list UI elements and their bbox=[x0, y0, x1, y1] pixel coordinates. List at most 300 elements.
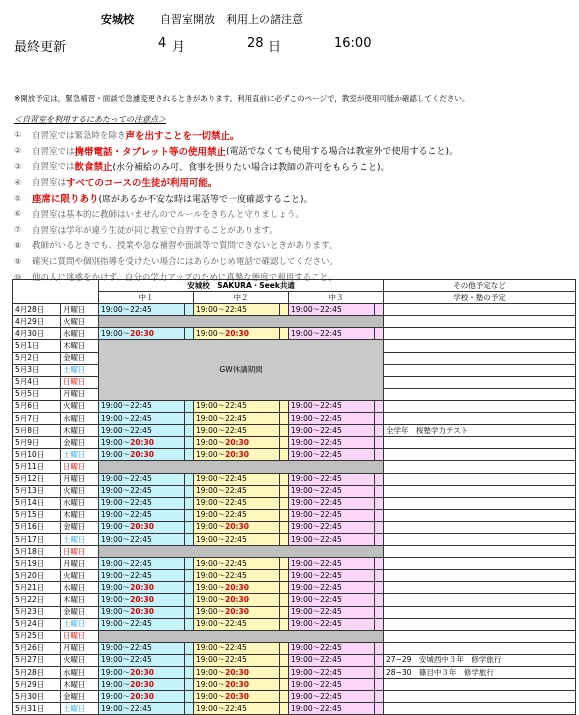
time-slot-3: 19:00～22:45 bbox=[289, 521, 375, 533]
row-weekday: 日曜日 bbox=[61, 546, 99, 558]
rule-text: 自習室では緊急時を除き bbox=[32, 130, 126, 141]
rule-text: 自習室は学年が違う生徒が同じ教室で自習することがあります。 bbox=[32, 225, 278, 236]
table-row bbox=[13, 630, 576, 642]
rule-text: 飲食禁止 bbox=[74, 162, 113, 174]
column-gap bbox=[185, 413, 194, 425]
time-slot-3: 19:00～22:45 bbox=[289, 425, 375, 437]
column-gap bbox=[280, 485, 289, 497]
row-weekday: 火曜日 bbox=[61, 485, 99, 497]
time-start: 19:00～ bbox=[101, 691, 131, 701]
table-row bbox=[13, 582, 576, 594]
updated-day-unit: 日 bbox=[268, 40, 282, 55]
column-gap bbox=[280, 413, 289, 425]
column-gap bbox=[185, 703, 194, 715]
col-header-3: 中３ bbox=[289, 292, 384, 304]
time-slot-2 bbox=[194, 328, 280, 340]
column-gap bbox=[375, 449, 384, 461]
table-row bbox=[13, 570, 576, 582]
time-slot-2: 19:00～22:45 bbox=[194, 618, 280, 630]
group-header: 安城校 SAKURA・Seek共通 bbox=[99, 280, 384, 292]
time-slot-1 bbox=[99, 582, 185, 594]
column-gap bbox=[185, 533, 194, 545]
column-gap bbox=[375, 497, 384, 509]
row-date: 5月26日 bbox=[13, 642, 61, 654]
table-row bbox=[13, 449, 576, 461]
row-note bbox=[384, 703, 576, 715]
column-gap bbox=[280, 618, 289, 630]
row-weekday: 土曜日 bbox=[61, 618, 99, 630]
rule-text: 確実に質問や個別指導を受けたい場合にはあらかじめ電話で確認してください。 bbox=[32, 257, 339, 268]
time-slot-2: 19:00～22:45 bbox=[194, 400, 280, 412]
updated-month-unit: 月 bbox=[172, 40, 186, 55]
table-row bbox=[13, 509, 576, 521]
column-gap bbox=[375, 437, 384, 449]
time-slot-2: 19:00～22:45 bbox=[194, 304, 280, 316]
note-subheader: 学校・塾の予定 bbox=[384, 292, 576, 304]
row-note bbox=[384, 376, 576, 388]
column-gap bbox=[375, 703, 384, 715]
time-slot-2 bbox=[194, 594, 280, 606]
row-weekday: 火曜日 bbox=[61, 570, 99, 582]
rule-number: ⑦ bbox=[14, 225, 22, 235]
change-notice: ※開放予定は，緊急補習・面談で急遽変更されるときがあります。利用直前に必ずこのページで，教室が使用可能か確認してください。 bbox=[14, 94, 470, 103]
column-gap bbox=[185, 497, 194, 509]
rule-text: 声を出すことを一切禁止。 bbox=[125, 130, 240, 142]
row-weekday: 水曜日 bbox=[61, 497, 99, 509]
row-weekday: 金曜日 bbox=[61, 352, 99, 364]
time-slot-2 bbox=[194, 521, 280, 533]
time-slot-1: 19:00～22:45 bbox=[99, 570, 185, 582]
time-late-end: 20:30 bbox=[225, 522, 249, 532]
time-slot-1: 19:00～22:45 bbox=[99, 473, 185, 485]
rule-number: ⑥ bbox=[14, 209, 22, 219]
row-weekday: 火曜日 bbox=[61, 400, 99, 412]
row-weekday: 火曜日 bbox=[61, 654, 99, 666]
row-date: 5月23日 bbox=[13, 606, 61, 618]
row-note bbox=[384, 352, 576, 364]
school-name: 安城校 bbox=[101, 13, 134, 26]
time-slot-1: 19:00～22:45 bbox=[99, 485, 185, 497]
table-row bbox=[13, 340, 576, 352]
row-note bbox=[384, 546, 576, 558]
row-weekday: 水曜日 bbox=[61, 413, 99, 425]
row-date: 5月11日 bbox=[13, 461, 61, 473]
column-gap bbox=[280, 437, 289, 449]
rule-item bbox=[14, 253, 579, 269]
col-header-2: 中２ bbox=[194, 292, 289, 304]
table-row bbox=[13, 497, 576, 509]
rule-text: 自習室では bbox=[32, 146, 75, 157]
column-gap bbox=[185, 594, 194, 606]
time-slot-1 bbox=[99, 437, 185, 449]
rule-number: ① bbox=[14, 130, 22, 140]
time-slot-3: 19:00～22:45 bbox=[289, 497, 375, 509]
time-slot-2: 19:00～22:45 bbox=[194, 497, 280, 509]
rules-list bbox=[14, 127, 579, 285]
rule-text: 教師がいるときでも、授業や急な補習や面談等で質問できないときがあります。 bbox=[32, 241, 338, 252]
rule-item bbox=[14, 238, 579, 254]
time-start: 19:00～ bbox=[101, 522, 131, 532]
row-date: 5月3日 bbox=[13, 364, 61, 376]
time-start: 19:00～ bbox=[101, 328, 131, 338]
time-late-end: 20:30 bbox=[225, 691, 249, 701]
column-gap bbox=[280, 594, 289, 606]
time-slot-3: 19:00～22:45 bbox=[289, 437, 375, 449]
row-weekday: 月曜日 bbox=[61, 558, 99, 570]
time-slot-1 bbox=[99, 606, 185, 618]
row-weekday: 月曜日 bbox=[61, 642, 99, 654]
time-slot-2 bbox=[194, 437, 280, 449]
row-date: 5月29日 bbox=[13, 679, 61, 691]
time-slot-2 bbox=[194, 606, 280, 618]
time-start: 19:00～ bbox=[196, 607, 226, 617]
closed-day-bar bbox=[99, 316, 384, 328]
time-slot-1 bbox=[99, 667, 185, 679]
table-row bbox=[13, 473, 576, 485]
row-note bbox=[384, 328, 576, 340]
column-gap bbox=[375, 642, 384, 654]
table-row bbox=[13, 642, 576, 654]
row-date: 5月13日 bbox=[13, 485, 61, 497]
time-slot-1 bbox=[99, 679, 185, 691]
last-updated-label: 最終更新 bbox=[14, 40, 67, 55]
column-gap bbox=[375, 691, 384, 703]
rule-item bbox=[14, 206, 579, 222]
column-gap bbox=[280, 400, 289, 412]
row-date: 5月15日 bbox=[13, 509, 61, 521]
time-late-end: 20:30 bbox=[225, 607, 249, 617]
row-weekday: 日曜日 bbox=[61, 630, 99, 642]
time-late-end: 20:30 bbox=[130, 437, 154, 447]
table-row bbox=[13, 316, 576, 328]
time-start: 19:00～ bbox=[101, 679, 131, 689]
row-date: 5月16日 bbox=[13, 521, 61, 533]
row-date: 4月28日 bbox=[13, 304, 61, 316]
row-date: 5月7日 bbox=[13, 413, 61, 425]
rule-number: ③ bbox=[14, 161, 22, 171]
time-slot-1: 19:00～22:45 bbox=[99, 558, 185, 570]
time-late-end: 20:30 bbox=[225, 582, 249, 592]
row-note bbox=[384, 461, 576, 473]
column-gap bbox=[280, 582, 289, 594]
time-slot-1: 19:00～22:45 bbox=[99, 654, 185, 666]
time-slot-1: 19:00～22:45 bbox=[99, 509, 185, 521]
rules-heading: ＜自習室を利用するにあたっての注意点＞ bbox=[14, 115, 166, 124]
rule-text: すべてのコースの生徒が利用可能。 bbox=[66, 178, 218, 190]
time-start: 19:00～ bbox=[101, 607, 131, 617]
rule-text: 自習室では bbox=[32, 162, 75, 173]
gw-closure-label: GW休講期間 bbox=[99, 340, 384, 400]
time-slot-3: 19:00～22:45 bbox=[289, 413, 375, 425]
row-date: 5月21日 bbox=[13, 582, 61, 594]
table-row bbox=[13, 461, 576, 473]
row-note: 27~29 安城西中３年 修学旅行 bbox=[384, 654, 576, 666]
column-gap bbox=[185, 328, 194, 340]
row-date: 5月8日 bbox=[13, 425, 61, 437]
time-slot-3: 19:00～22:45 bbox=[289, 533, 375, 545]
row-weekday: 火曜日 bbox=[61, 316, 99, 328]
row-note bbox=[384, 509, 576, 521]
table-row bbox=[13, 304, 576, 316]
time-slot-1: 19:00～22:45 bbox=[99, 413, 185, 425]
row-note bbox=[384, 533, 576, 545]
row-date: 5月5日 bbox=[13, 388, 61, 400]
time-slot-2: 19:00～22:45 bbox=[194, 642, 280, 654]
time-start: 19:00～ bbox=[196, 679, 226, 689]
column-gap bbox=[375, 509, 384, 521]
time-late-end: 20:30 bbox=[130, 328, 154, 338]
row-weekday: 金曜日 bbox=[61, 691, 99, 703]
column-gap bbox=[185, 654, 194, 666]
row-note bbox=[384, 630, 576, 642]
row-date: 5月10日 bbox=[13, 449, 61, 461]
column-gap bbox=[280, 473, 289, 485]
rule-text: 他の人に迷惑をかけず、自分の学力アップのために真摯な態度で利用すること。 bbox=[32, 273, 337, 284]
column-gap bbox=[375, 558, 384, 570]
time-slot-1: 19:00～22:45 bbox=[99, 642, 185, 654]
time-start: 19:00～ bbox=[196, 667, 226, 677]
row-date: 5月2日 bbox=[13, 352, 61, 364]
table-row bbox=[13, 679, 576, 691]
row-note bbox=[384, 388, 576, 400]
row-note bbox=[384, 570, 576, 582]
table-row bbox=[13, 618, 576, 630]
time-start: 19:00～ bbox=[196, 582, 226, 592]
time-slot-3: 19:00～22:45 bbox=[289, 703, 375, 715]
time-slot-2: 19:00～22:45 bbox=[194, 473, 280, 485]
rule-text: 座席に限りあり bbox=[32, 194, 99, 206]
column-gap bbox=[375, 473, 384, 485]
column-gap bbox=[185, 642, 194, 654]
row-weekday: 木曜日 bbox=[61, 509, 99, 521]
column-gap bbox=[280, 691, 289, 703]
time-late-end: 20:30 bbox=[130, 679, 154, 689]
time-late-end: 20:30 bbox=[225, 449, 249, 459]
time-slot-1 bbox=[99, 328, 185, 340]
column-gap bbox=[280, 642, 289, 654]
row-date: 5月18日 bbox=[13, 546, 61, 558]
row-date: 5月9日 bbox=[13, 437, 61, 449]
row-date: 5月25日 bbox=[13, 630, 61, 642]
row-note bbox=[384, 582, 576, 594]
rule-text: (席があるか不安な時は電話等で一度確認すること)。 bbox=[98, 194, 313, 205]
column-gap bbox=[375, 533, 384, 545]
header-blank bbox=[13, 280, 99, 304]
table-row bbox=[13, 558, 576, 570]
row-weekday: 日曜日 bbox=[61, 376, 99, 388]
time-slot-3: 19:00～22:45 bbox=[289, 570, 375, 582]
time-slot-3: 19:00～22:45 bbox=[289, 328, 375, 340]
column-gap bbox=[280, 304, 289, 316]
column-gap bbox=[280, 667, 289, 679]
column-gap bbox=[280, 328, 289, 340]
table-row bbox=[13, 425, 576, 437]
time-slot-2: 19:00～22:45 bbox=[194, 425, 280, 437]
time-slot-3: 19:00～22:45 bbox=[289, 667, 375, 679]
schedule-table bbox=[12, 279, 576, 715]
time-slot-3: 19:00～22:45 bbox=[289, 606, 375, 618]
time-slot-1: 19:00～22:45 bbox=[99, 497, 185, 509]
table-row bbox=[13, 485, 576, 497]
row-note bbox=[384, 618, 576, 630]
column-gap bbox=[375, 594, 384, 606]
column-gap bbox=[280, 449, 289, 461]
column-gap bbox=[375, 570, 384, 582]
column-gap bbox=[280, 654, 289, 666]
rule-item bbox=[14, 159, 579, 175]
time-slot-3: 19:00～22:45 bbox=[289, 691, 375, 703]
row-weekday: 土曜日 bbox=[61, 533, 99, 545]
table-row bbox=[13, 667, 576, 679]
rule-text: (電話でなくても使用する場合は教室外で使用すること)。 bbox=[226, 147, 459, 158]
time-slot-1: 19:00～22:45 bbox=[99, 703, 185, 715]
rule-item bbox=[14, 127, 579, 143]
column-gap bbox=[185, 667, 194, 679]
time-start: 19:00～ bbox=[101, 594, 131, 604]
rule-item bbox=[14, 222, 579, 238]
closed-day-bar bbox=[99, 630, 384, 642]
time-start: 19:00～ bbox=[196, 594, 226, 604]
row-date: 5月4日 bbox=[13, 376, 61, 388]
column-gap bbox=[280, 521, 289, 533]
time-slot-3: 19:00～22:45 bbox=[289, 485, 375, 497]
row-date: 5月20日 bbox=[13, 570, 61, 582]
column-gap bbox=[185, 509, 194, 521]
row-weekday: 木曜日 bbox=[61, 679, 99, 691]
rule-text: 自習室は bbox=[32, 178, 67, 189]
row-note bbox=[384, 642, 576, 654]
time-start: 19:00～ bbox=[196, 328, 226, 338]
time-slot-2: 19:00～22:45 bbox=[194, 413, 280, 425]
time-slot-3: 19:00～22:45 bbox=[289, 642, 375, 654]
table-row bbox=[13, 533, 576, 545]
column-gap bbox=[185, 449, 194, 461]
time-slot-1 bbox=[99, 691, 185, 703]
time-slot-2 bbox=[194, 449, 280, 461]
row-note bbox=[384, 316, 576, 328]
rule-item bbox=[14, 174, 579, 190]
table-row bbox=[13, 703, 576, 715]
row-note bbox=[384, 304, 576, 316]
row-date: 5月22日 bbox=[13, 594, 61, 606]
row-weekday: 木曜日 bbox=[61, 340, 99, 352]
row-date: 5月27日 bbox=[13, 654, 61, 666]
time-late-end: 20:30 bbox=[130, 522, 154, 532]
time-slot-3: 19:00～22:45 bbox=[289, 582, 375, 594]
time-late-end: 20:30 bbox=[130, 449, 154, 459]
time-slot-2 bbox=[194, 667, 280, 679]
column-gap bbox=[375, 618, 384, 630]
table-row bbox=[13, 521, 576, 533]
row-note bbox=[384, 606, 576, 618]
row-weekday: 金曜日 bbox=[61, 606, 99, 618]
column-gap bbox=[185, 437, 194, 449]
table-row bbox=[13, 691, 576, 703]
time-slot-1: 19:00～22:45 bbox=[99, 425, 185, 437]
row-weekday: 月曜日 bbox=[61, 388, 99, 400]
rule-item bbox=[14, 143, 579, 159]
time-slot-3: 19:00～22:45 bbox=[289, 304, 375, 316]
column-gap bbox=[280, 425, 289, 437]
row-note bbox=[384, 340, 576, 352]
time-slot-2 bbox=[194, 582, 280, 594]
time-late-end: 20:30 bbox=[225, 679, 249, 689]
row-date: 5月1日 bbox=[13, 340, 61, 352]
row-weekday: 月曜日 bbox=[61, 473, 99, 485]
table-row bbox=[13, 594, 576, 606]
column-gap bbox=[185, 679, 194, 691]
time-late-end: 20:30 bbox=[225, 328, 249, 338]
time-start: 19:00～ bbox=[101, 437, 131, 447]
column-gap bbox=[375, 521, 384, 533]
rule-number: ⑩ bbox=[14, 272, 22, 282]
time-late-end: 20:30 bbox=[225, 667, 249, 677]
row-date: 4月30日 bbox=[13, 328, 61, 340]
time-slot-2: 19:00～22:45 bbox=[194, 570, 280, 582]
time-slot-2: 19:00～22:45 bbox=[194, 558, 280, 570]
column-gap bbox=[375, 654, 384, 666]
row-weekday: 月曜日 bbox=[61, 304, 99, 316]
time-slot-1 bbox=[99, 449, 185, 461]
row-note bbox=[384, 413, 576, 425]
column-gap bbox=[375, 606, 384, 618]
row-note bbox=[384, 521, 576, 533]
row-weekday: 水曜日 bbox=[61, 667, 99, 679]
time-start: 19:00～ bbox=[101, 582, 131, 592]
row-date: 5月12日 bbox=[13, 473, 61, 485]
time-slot-1: 19:00～22:45 bbox=[99, 304, 185, 316]
time-late-end: 20:30 bbox=[130, 594, 154, 604]
column-gap bbox=[280, 679, 289, 691]
column-gap bbox=[185, 558, 194, 570]
page-title: 自習室開放 利用上の諸注意 bbox=[160, 13, 303, 26]
time-late-end: 20:30 bbox=[130, 582, 154, 592]
row-weekday: 木曜日 bbox=[61, 594, 99, 606]
time-slot-1: 19:00～22:45 bbox=[99, 400, 185, 412]
row-note bbox=[384, 691, 576, 703]
time-slot-3: 19:00～22:45 bbox=[289, 558, 375, 570]
row-weekday: 水曜日 bbox=[61, 582, 99, 594]
row-weekday: 水曜日 bbox=[61, 328, 99, 340]
row-weekday: 金曜日 bbox=[61, 521, 99, 533]
row-date: 5月19日 bbox=[13, 558, 61, 570]
table-row bbox=[13, 546, 576, 558]
rule-text: 携帯電話・タブレット等の使用禁止 bbox=[74, 146, 227, 158]
time-slot-1: 19:00～22:45 bbox=[99, 618, 185, 630]
row-date: 5月30日 bbox=[13, 691, 61, 703]
time-slot-2 bbox=[194, 691, 280, 703]
row-note bbox=[384, 497, 576, 509]
column-gap bbox=[375, 667, 384, 679]
row-note: 28~30 篠目中３年 修学旅行 bbox=[384, 667, 576, 679]
row-note bbox=[384, 485, 576, 497]
row-date: 4月29日 bbox=[13, 316, 61, 328]
column-gap bbox=[185, 606, 194, 618]
column-gap bbox=[375, 582, 384, 594]
column-gap bbox=[185, 521, 194, 533]
time-slot-2 bbox=[194, 679, 280, 691]
column-gap bbox=[375, 328, 384, 340]
column-gap bbox=[185, 691, 194, 703]
row-weekday: 土曜日 bbox=[61, 364, 99, 376]
rule-text: (水分補給のみ可、食事を摂りたい場合は教師の許可をもらうこと)。 bbox=[112, 162, 390, 173]
row-note bbox=[384, 437, 576, 449]
table-row bbox=[13, 606, 576, 618]
row-note bbox=[384, 473, 576, 485]
row-note bbox=[384, 558, 576, 570]
table-row bbox=[13, 413, 576, 425]
row-note bbox=[384, 364, 576, 376]
